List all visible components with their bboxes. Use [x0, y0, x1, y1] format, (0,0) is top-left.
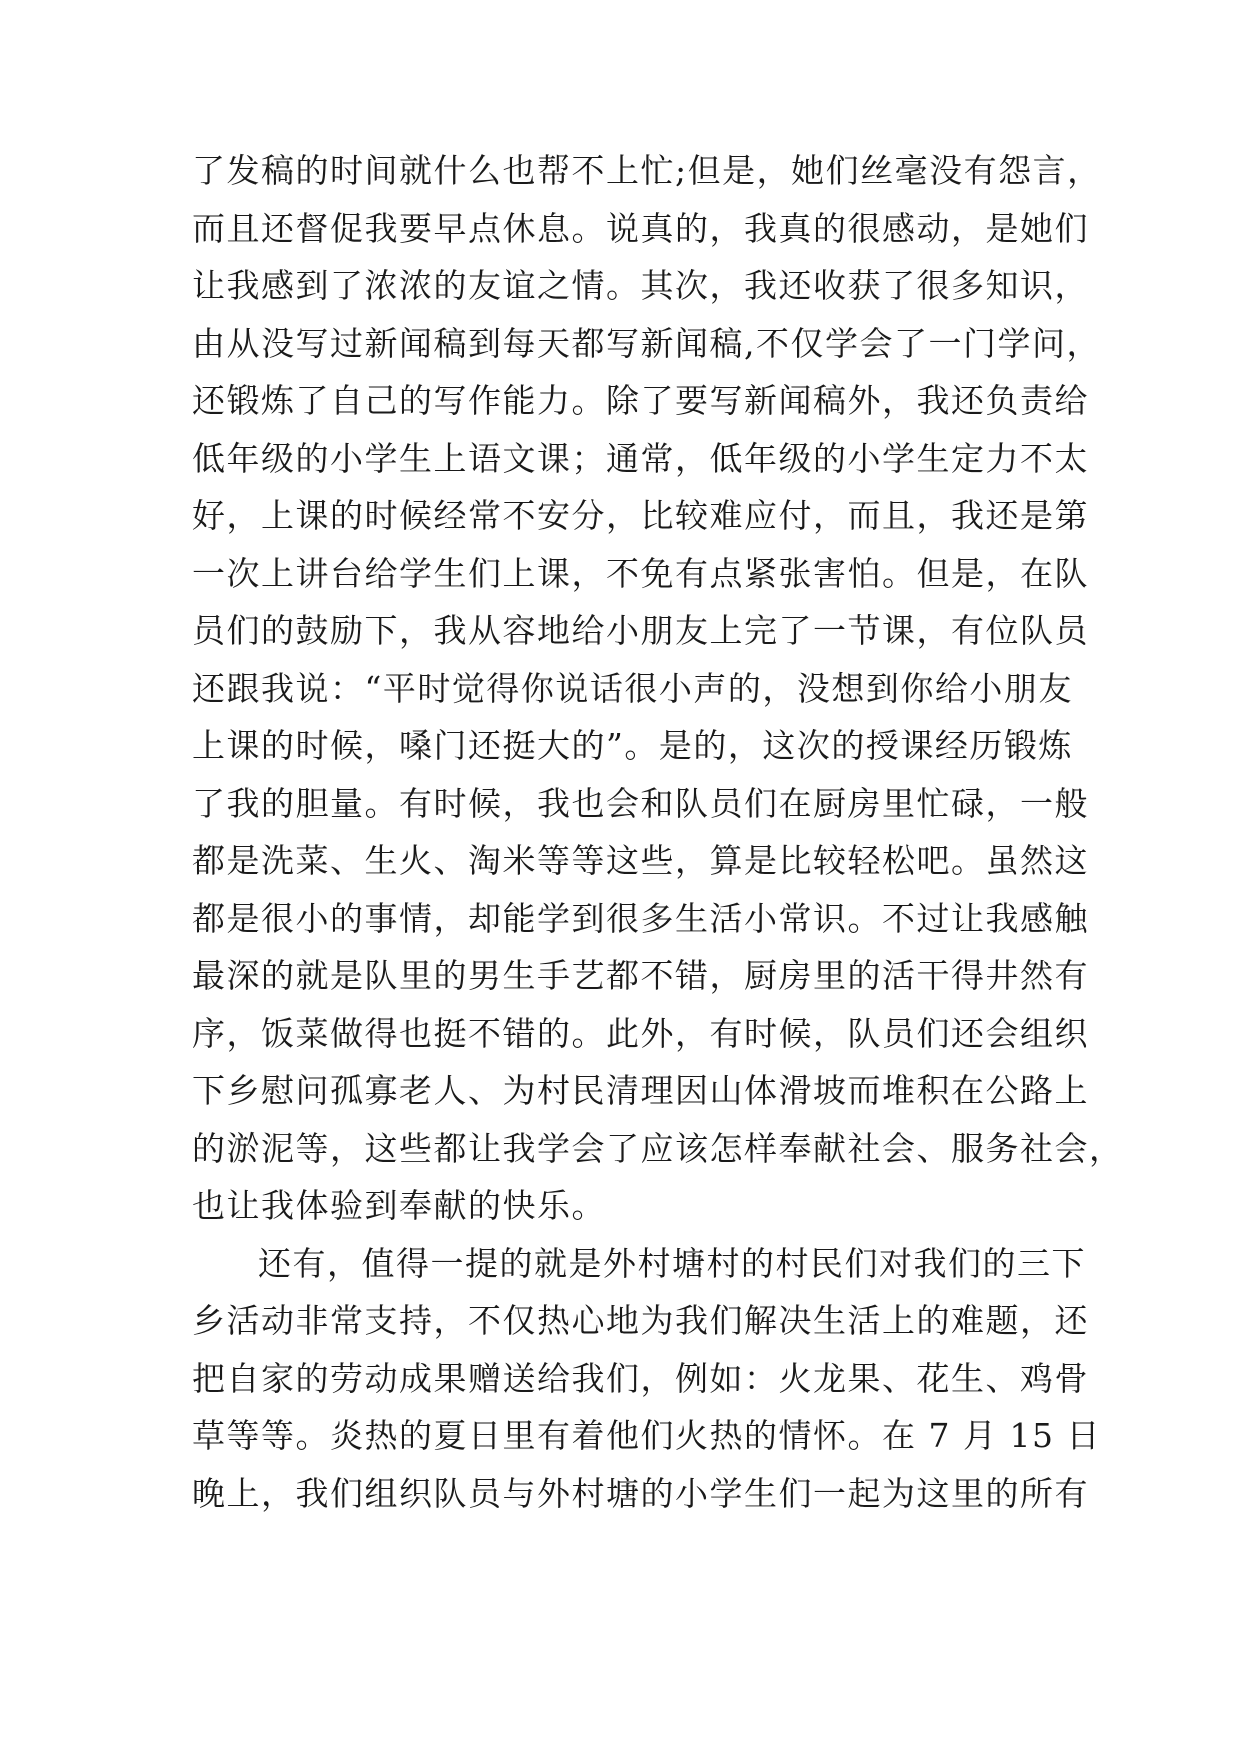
text-line: 最深的就是队里的男生手艺都不错，厨房里的活干得井然有: [192, 956, 1089, 995]
text-line: 晚上，我们组织队员与外村塘的小学生们一起为这里的所有: [192, 1473, 1089, 1513]
body-text: [192, 142, 1124, 1522]
text-line: 低年级的小学生上语文课；通常，低年级的小学生定力不太: [192, 438, 1089, 478]
text-line: 了我的胆量。有时候，我也会和队员们在厨房里忙碌，一般: [192, 783, 1089, 823]
text-line: 员们的鼓励下，我从容地给小朋友上完了一节课，有位队员: [192, 611, 1089, 650]
paragraph-start-line: 还有，值得一提的就是外村塘村的村民们对我们的三下: [258, 1243, 1086, 1283]
text-line: 让我感到了浓浓的友谊之情。其次，我还收获了很多知识，: [192, 266, 1089, 305]
text-line: 下乡慰问孤寡老人、为村民清理因山体滑坡而堆积在公路上: [192, 1071, 1089, 1110]
text-line: 序，饭菜做得也挺不错的。此外，有时候，队员们还会组织: [192, 1013, 1089, 1053]
text-line: 乡活动非常支持，不仅热心地为我们解决生活上的难题，还: [192, 1301, 1089, 1340]
text-line: 草等等。炎热的夏日里有着他们火热的情怀。在 7 月 15 日: [192, 1416, 1101, 1455]
text-line: 了发稿的时间就什么也帮不上忙;但是，她们丝毫没有怨言，: [192, 151, 1102, 190]
text-line: 还锻炼了自己的写作能力。除了要写新闻稿外，我还负责给: [192, 381, 1089, 420]
text-line: 都是洗菜、生火、淘米等等这些，算是比较轻松吧。虽然这: [192, 841, 1089, 880]
text-line: 也让我体验到奉献的快乐。: [192, 1186, 606, 1225]
text-line: 的淤泥等，这些都让我学会了应该怎样奉献社会、服务社会，: [192, 1128, 1124, 1168]
text-line: 都是很小的事情，却能学到很多生活小常识。不过让我感触: [192, 898, 1089, 938]
text-line: 而且还督促我要早点休息。说真的，我真的很感动，是她们: [192, 208, 1089, 248]
text-line: 上课的时候，嗓门还挺大的”。是的，这次的授课经历锻炼: [192, 726, 1073, 765]
text-line: 一次上讲台给学生们上课，不免有点紧张害怕。但是，在队: [192, 553, 1089, 593]
text-line: 由从没写过新闻稿到每天都写新闻稿,不仅学会了一门学问，: [192, 323, 1101, 363]
text-line: 好，上课的时候经常不安分，比较难应付，而且，我还是第: [192, 496, 1089, 535]
text-line: 还跟我说：“平时觉得你说话很小声的，没想到你给小朋友: [192, 668, 1073, 708]
text-line: 把自家的劳动成果赠送给我们，例如：火龙果、花生、鸡骨: [192, 1358, 1089, 1398]
